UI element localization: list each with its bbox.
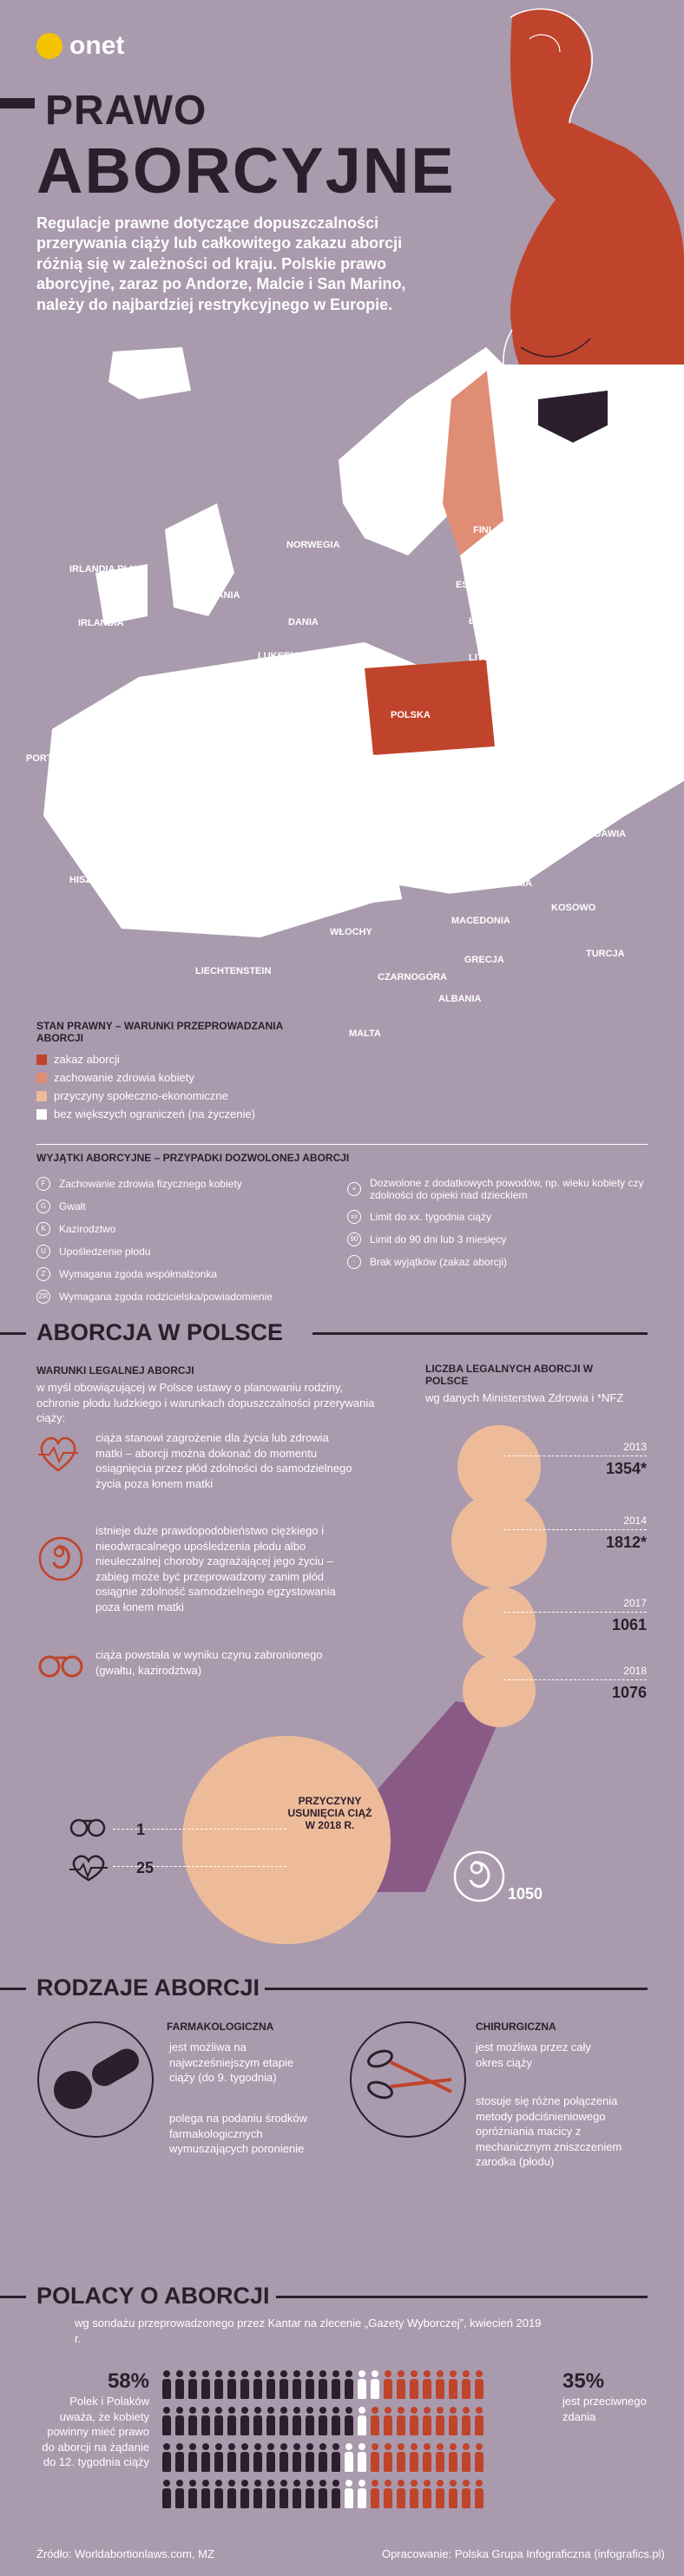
label-kosowo: KOSOWO <box>551 903 596 913</box>
person-icon <box>187 2442 198 2472</box>
logo-text: onet <box>69 31 125 60</box>
surgical-point-1: jest możliwa przez cały okres ciąży <box>476 2040 591 2069</box>
poll-against <box>562 2369 658 2424</box>
label-monako: MONAKO <box>208 918 253 929</box>
heartbeat-small-icon <box>69 1854 108 1883</box>
divider <box>36 1144 648 1145</box>
label-bulgaria: BUŁGARIA <box>482 878 533 889</box>
legend-item <box>36 1107 323 1120</box>
person-icon <box>317 2442 328 2472</box>
exception-k-icon: K <box>36 1222 50 1236</box>
person-icon <box>187 2369 198 2399</box>
person-icon <box>421 2369 432 2399</box>
label-grecja: GRECJA <box>464 955 504 965</box>
person-icon <box>473 2369 484 2399</box>
label-lotwa: ŁOTWA <box>469 616 503 627</box>
person-icon <box>460 2369 471 2399</box>
person-icon <box>174 2406 185 2435</box>
handcuffs-icon <box>36 1647 85 1682</box>
conditions-title: WARUNKI LEGALNEJ ABORCJI <box>36 1364 194 1377</box>
exception-label: Limit do xx. tygodnia ciąży <box>370 1211 492 1223</box>
exception-plus-icon: + <box>347 1182 361 1196</box>
person-icon <box>382 2406 393 2435</box>
section-line <box>312 1332 648 1335</box>
surgical-tool-icon <box>349 2021 467 2139</box>
legend-title: STAN PRAWNY – WARUNKI PRZEPROWADZANIA ABORCJI <box>36 1020 283 1044</box>
person-icon <box>200 2442 211 2472</box>
person-icon <box>213 2406 224 2435</box>
person-icon <box>330 2442 341 2472</box>
stat-value: 1061 <box>611 1616 647 1633</box>
poll-sub: wg sondażu przeprowadzonego przez Kantar na zlecenie „Gazety Wyborczej”, kwiecień 2019 r. <box>75 2316 542 2345</box>
label-szwajcaria: SZWAJCARIA <box>226 797 289 807</box>
label-liechtenstein: LIECHTENSTEIN <box>195 966 272 976</box>
person-icon <box>473 2406 484 2435</box>
stats-sub: wg danych Ministerstwa Zdrowia i *NFZ <box>425 1391 624 1404</box>
person-icon <box>304 2442 315 2472</box>
poll-against-pct: 35% <box>562 2369 605 2393</box>
poll-against-text: jest przeciwnego zdania <box>562 2395 647 2423</box>
person-icon <box>252 2442 263 2472</box>
label-malta: MALTA <box>349 1028 381 1039</box>
fetus-icon <box>36 1534 85 1583</box>
label-slowenia: SŁOWENIA <box>337 820 389 831</box>
person-icon <box>213 2479 224 2508</box>
person-icon <box>395 2442 406 2472</box>
exceptions-title: WYJĄTKI ABORCYJNE – PRZYPADKI DOZWOLONEJ ABORCJI <box>36 1152 350 1164</box>
person-icon <box>395 2406 406 2435</box>
poland-shape <box>365 660 495 755</box>
section-title-poll: POLACY O ABORCJI <box>36 2283 270 2309</box>
onet-logo[interactable] <box>36 31 124 61</box>
label-moldawia: MOŁDAWIA <box>573 829 627 839</box>
footer-author: Opracowanie: Polska Grupa Infograficzna (infografics.pl) <box>382 2547 665 2560</box>
label-dania: DANIA <box>288 617 319 628</box>
person-icon <box>317 2479 328 2508</box>
person-icon <box>460 2406 471 2435</box>
title-accent-bar <box>0 98 35 108</box>
exception-label: Gwałt <box>59 1200 86 1212</box>
label-serbia: SERBIA <box>430 851 466 861</box>
heartbeat-icon <box>36 1432 80 1475</box>
person-icon <box>369 2369 380 2399</box>
person-icon <box>356 2442 367 2472</box>
person-icon <box>239 2442 250 2472</box>
label-norwegia: NORWEGIA <box>286 540 340 550</box>
legend-swatch <box>36 1073 47 1083</box>
label-hiszpania: HISZPANIA <box>69 875 121 885</box>
person-icon <box>369 2442 380 2472</box>
reason-1-value: 1 <box>136 1821 146 1838</box>
person-icon <box>278 2369 289 2399</box>
person-icon <box>369 2406 380 2435</box>
person-icon <box>395 2369 406 2399</box>
person-icon <box>317 2406 328 2435</box>
legend-swatch <box>36 1055 47 1065</box>
condition-3: ciąża powstała w wyniku czynu zabronionego (gwałtu, kazirodztwa) <box>95 1648 323 1677</box>
label-niemcy: NIEMCY <box>295 719 332 729</box>
label-irlandia: IRLANDIA <box>78 618 124 628</box>
legend-label: zachowanie zdrowia kobiety <box>54 1071 194 1084</box>
person-icon <box>265 2442 276 2472</box>
person-icon <box>200 2369 211 2399</box>
person-icon <box>421 2406 432 2435</box>
person-icon <box>473 2479 484 2508</box>
person-icon <box>252 2406 263 2435</box>
person-icon <box>239 2369 250 2399</box>
label-ukraina: UKRAINA <box>573 753 617 764</box>
person-icon <box>291 2442 302 2472</box>
label-czechy: CZECHY <box>347 753 387 764</box>
person-icon <box>343 2406 354 2435</box>
label-czarnogora: CZARNOGÓRA <box>378 972 448 982</box>
stat-value: 1076 <box>611 1684 647 1701</box>
person-icon <box>460 2479 471 2508</box>
label-austria: AUSTRIA <box>343 790 385 800</box>
reasons-title: PRZYCZYNY USUNIĘCIA CIĄŻ W 2018 R. <box>287 1795 372 1831</box>
reason-3-value: 1050 <box>508 1885 543 1902</box>
label-islandia: ISLANDIA <box>117 360 162 371</box>
exception-xx-icon: xx <box>347 1210 361 1224</box>
pharma-title: FARMAKOLOGICZNA <box>167 2021 274 2033</box>
legend-item <box>36 1089 323 1102</box>
person-icon <box>408 2369 419 2399</box>
label-san-marino: SAN MARINO <box>295 871 357 881</box>
label-bialorus: BIAŁORUŚ <box>503 693 554 703</box>
section-line-left <box>0 1988 26 1990</box>
person-icon <box>265 2406 276 2435</box>
exception-f-icon: F <box>36 1177 50 1191</box>
stat-value: 1812* <box>605 1534 647 1551</box>
person-icon <box>174 2442 185 2472</box>
pharma-point-1: jest możliwa na najwcześniejszym etapie ciąży (do 9. tygodnia) <box>169 2040 294 2085</box>
person-icon <box>317 2369 328 2399</box>
person-icon <box>408 2479 419 2508</box>
label-litwa: LITWA <box>469 653 499 663</box>
person-icon <box>395 2479 406 2508</box>
section-line <box>276 2296 648 2298</box>
label-slowacja: SŁOWACJA <box>408 772 463 783</box>
poll-for-pct: 58% <box>107 2369 149 2393</box>
poll-for-text: Polek i Polaków uważa, że kobiety powinny mieć prawo do aborcji na żądanie do 12. tygodnia ciąży <box>42 2395 149 2469</box>
label-rosja: ROSJA <box>599 555 632 566</box>
section-line-left <box>0 2296 26 2298</box>
person-icon <box>304 2369 315 2399</box>
poll-people <box>161 2369 543 2515</box>
stat-line <box>503 1679 647 1680</box>
footer-source: Źródło: Worldabortionlaws.com, MZ <box>36 2547 214 2560</box>
exception-label: Brak wyjątków (zakaz aborcji) <box>370 1256 508 1268</box>
person-icon <box>291 2369 302 2399</box>
label-macedonia: MACEDONIA <box>451 916 510 926</box>
person-icon <box>278 2479 289 2508</box>
exception-label: Limit do 90 dni lub 3 miesięcy <box>370 1233 507 1245</box>
conditions-intro: w myśl obowiązującej w Polsce ustawy o planowaniu rodziny, ochronie płodu ludzkiego i warunkach dopuszczalności przerywania ciąży: <box>36 1381 375 1425</box>
person-icon <box>304 2406 315 2435</box>
person-icon <box>447 2406 458 2435</box>
section-title-types: RODZAJE ABORCJI <box>36 1975 260 2001</box>
person-icon <box>330 2479 341 2508</box>
person-icon <box>434 2369 445 2399</box>
person-icon <box>226 2369 237 2399</box>
exception-90-icon: 90 <box>347 1232 361 1246</box>
iceland-shape <box>109 347 191 399</box>
label-bosnia: BOŚNIA I HERC. <box>347 872 422 883</box>
stat-year: 2018 <box>623 1665 647 1677</box>
handcuffs-small-icon <box>69 1814 108 1840</box>
exception-minus-icon: - <box>347 1255 361 1269</box>
person-icon <box>356 2369 367 2399</box>
person-icon <box>343 2442 354 2472</box>
label-irlandia-pln: IRLANDIA PŁN. <box>69 564 140 575</box>
reason-2-value: 25 <box>136 1859 155 1876</box>
person-icon <box>460 2442 471 2472</box>
legend-label: przyczyny społeczno-ekonomiczne <box>54 1089 228 1102</box>
label-francja: FRANCJA <box>187 767 233 778</box>
person-icon <box>226 2406 237 2435</box>
pharma-point-2: polega na podaniu środków farmakologicznych wymuszających poronienie <box>169 2112 308 2156</box>
label-polska: POLSKA <box>391 710 431 720</box>
pills-icon <box>36 2021 155 2139</box>
poll-for <box>36 2369 149 2470</box>
person-icon <box>239 2479 250 2508</box>
section-title-poland: ABORCJA W POLSCE <box>36 1319 284 1345</box>
person-icon <box>200 2479 211 2508</box>
person-icon <box>447 2479 458 2508</box>
person-icon <box>330 2406 341 2435</box>
condition-2: istnieje duże prawdopodobieństwo ciężkiego i nieodwracalnego upośledzenia płodu albo nieuleczalnej choroby zagrażającej jego życiu – zabieg może być przeprowadzony zanim płód osiągnie zdolność samodzielnego egzystowania poza łonem matki <box>95 1524 336 1613</box>
legend-item <box>36 1071 323 1084</box>
label-wlochy: WŁOCHY <box>330 927 372 937</box>
stat-line <box>503 1612 647 1613</box>
person-icon <box>161 2442 172 2472</box>
label-rumunia: RUMUNIA <box>473 823 518 833</box>
stat-year: 2013 <box>623 1441 647 1453</box>
person-icon <box>343 2369 354 2399</box>
person-icon <box>291 2479 302 2508</box>
person-icon <box>291 2406 302 2435</box>
person-icon <box>174 2479 185 2508</box>
person-icon <box>174 2369 185 2399</box>
stat-value: 1354* <box>605 1460 647 1477</box>
title-line-1: PRAWO <box>45 88 207 134</box>
person-icon <box>434 2442 445 2472</box>
label-portugalia: PORTUGALIA <box>26 753 89 764</box>
person-icon <box>161 2479 172 2508</box>
sea-cutout <box>399 885 451 937</box>
person-icon <box>434 2406 445 2435</box>
stats-title: LICZBA LEGALNYCH ABORCJI W POLSCE <box>425 1363 594 1387</box>
person-icon <box>408 2442 419 2472</box>
legend-label: bez większych ograniczeń (na życzenie) <box>54 1107 255 1120</box>
exception-label: Zachowanie zdrowia fizycznego kobiety <box>59 1178 242 1190</box>
legend-label: zakaz aborcji <box>54 1053 120 1066</box>
legend-item <box>36 1053 323 1066</box>
legend-swatch <box>36 1109 47 1120</box>
person-icon <box>356 2479 367 2508</box>
label-wbrytania: W. BRYTANIA <box>178 590 240 601</box>
label-holandia: HOLANDIA <box>230 679 281 689</box>
label-albania: ALBANIA <box>438 994 482 1004</box>
exception-label: Wymagana zgoda współmałżonka <box>59 1268 217 1280</box>
label-szwecja: SZWECJA <box>391 476 437 486</box>
exception-z-icon: Z <box>36 1267 50 1281</box>
person-icon <box>187 2406 198 2435</box>
person-icon <box>356 2406 367 2435</box>
label-chorwacja: CHORWACJA <box>328 844 391 854</box>
map-legend <box>36 1020 323 1126</box>
person-icon <box>447 2442 458 2472</box>
condition-1: ciąża stanowi zagrożenie dla życia lub zdrowia matki – aborcji można dokonać do momentu osiągnięcia przez płód zdolności do samodzielnego życia poza łonem matki <box>95 1431 352 1490</box>
exception-label: Kazirodztwo <box>59 1223 116 1235</box>
legend-swatch <box>36 1091 47 1101</box>
section-line <box>265 1988 648 1990</box>
person-icon <box>265 2479 276 2508</box>
person-icon <box>304 2479 315 2508</box>
person-icon <box>473 2442 484 2472</box>
logo-dot-icon <box>36 33 62 59</box>
exception-label: Upośledzenie płodu <box>59 1245 151 1258</box>
person-icon <box>252 2479 263 2508</box>
exception-label: Wymagana zgoda rodzicielska/powiadomienie <box>59 1291 273 1303</box>
label-finlandia: FINLANDIA <box>473 525 525 536</box>
surgical-title: CHIRURGICZNA <box>476 2021 556 2033</box>
person-icon <box>382 2442 393 2472</box>
stat-year: 2017 <box>623 1597 647 1609</box>
stat-line <box>503 1529 647 1530</box>
person-icon <box>421 2479 432 2508</box>
stat-year: 2014 <box>623 1515 647 1527</box>
exceptions-right <box>347 1177 651 1278</box>
section-line-left <box>0 1332 26 1335</box>
title-line-2: ABORCYJNE <box>36 135 456 207</box>
person-icon <box>265 2369 276 2399</box>
person-icon <box>252 2369 263 2399</box>
person-icon <box>278 2442 289 2472</box>
label-luksemburg: LUKSEMBURG <box>258 651 326 661</box>
person-icon <box>226 2479 237 2508</box>
person-icon <box>382 2369 393 2399</box>
person-icon <box>408 2406 419 2435</box>
person-icon <box>239 2406 250 2435</box>
person-icon <box>369 2479 380 2508</box>
label-andora: ANDORA <box>178 881 220 891</box>
person-icon <box>161 2369 172 2399</box>
person-icon <box>421 2442 432 2472</box>
person-icon <box>187 2479 198 2508</box>
person-icon <box>330 2369 341 2399</box>
person-icon <box>382 2479 393 2508</box>
exception-zr-icon: ZR <box>36 1290 50 1304</box>
person-icon <box>213 2369 224 2399</box>
person-icon <box>226 2442 237 2472</box>
person-icon <box>213 2442 224 2472</box>
person-icon <box>278 2406 289 2435</box>
label-turcja: TURCJA <box>586 949 625 959</box>
person-icon <box>343 2479 354 2508</box>
label-belgia: BELGIA <box>224 710 260 720</box>
exception-label: Dozwolone z dodatkowych powodów, np. wieku kobiety czy zdolności do opieki nad dzieckiem <box>370 1177 644 1201</box>
person-icon <box>161 2406 172 2435</box>
person-icon <box>434 2479 445 2508</box>
surgical-point-2: stosuje się różne połączenia metody podciśnieniowego opróżniania macicy z mechanicznym zniszczeniem zarodka (płodu) <box>476 2094 622 2169</box>
exceptions-left <box>36 1177 323 1312</box>
label-wegry: WĘGRY <box>401 805 437 815</box>
exception-u-icon: U <box>36 1245 50 1258</box>
lead-paragraph: Regulacje prawne dotyczące dopuszczalności przerywania ciąży lub całkowitego zakazu aborcji różnią się w zależności od kraju. Polskie prawo aborcyjne, zaraz po Andorze, Malcie i San Marino, należy do najbardziej restrykcyjnego w Europie. <box>36 214 406 313</box>
person-icon <box>200 2406 211 2435</box>
exception-g-icon: G <box>36 1199 50 1213</box>
label-estonia: ESTONIA <box>456 580 498 590</box>
person-icon <box>447 2369 458 2399</box>
fetus-small-icon <box>451 1849 507 1904</box>
